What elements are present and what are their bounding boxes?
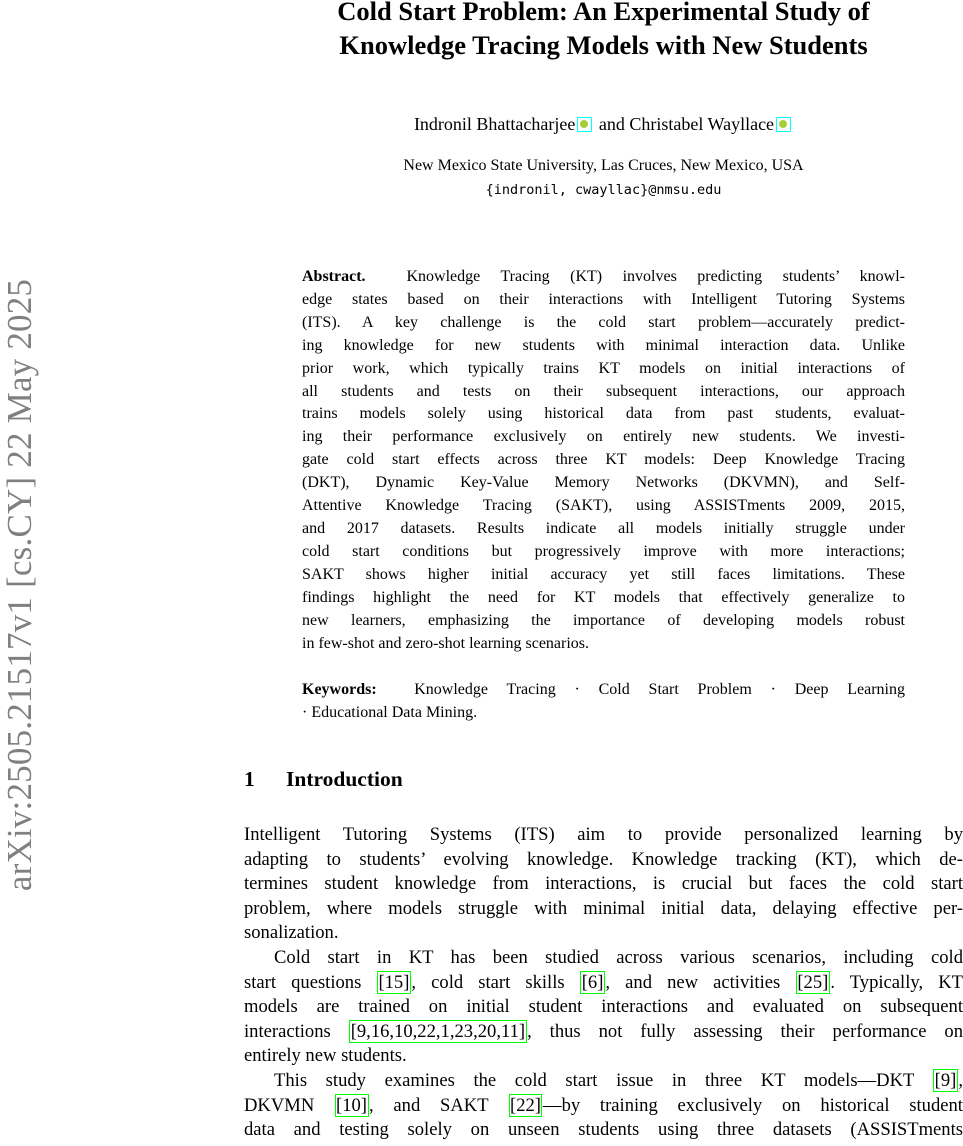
citation-link[interactable]: [6] [581, 971, 604, 993]
citation-link[interactable]: [9] [934, 1069, 957, 1091]
keywords-label: Keywords: [302, 681, 377, 698]
title-line-1: Cold Start Problem: An Experimental Study of [337, 0, 870, 26]
introduction-body [244, 823, 963, 1143]
keywords-line: Keywords: Knowledge Tracing · Cold Start Problem · Deep Learning [302, 681, 905, 698]
affiliation: New Mexico State University, Las Cruces, New Mexico, USA [403, 157, 804, 174]
body-line: data and testing solely on unseen students using three datasets (ASSISTments [244, 1119, 963, 1141]
abstract-label: Abstract. [302, 268, 366, 285]
section-title: Introduction [286, 767, 403, 791]
abstract-line: all students and tests on their subsequent interactions, our approach [302, 382, 905, 400]
abstract-line: ing their performance exclusively on entirely new students. We investi- [302, 428, 905, 446]
section-number: 1 [244, 767, 255, 791]
body-line: termines student knowledge from interactions, is crucial but faces the cold start [244, 873, 963, 895]
body-line: interactions [9,16,10,22,1,23,20,11] , thus not fully assessing their performance on [244, 1020, 963, 1042]
keywords [302, 678, 905, 724]
citation-link[interactable]: [10] [336, 1094, 367, 1116]
abstract-line: SAKT shows higher initial accuracy yet still faces limitations. These [302, 565, 905, 583]
body-line: entirely new students. [244, 1045, 407, 1067]
orcid-icon[interactable] [577, 117, 592, 132]
body-line: Intelligent Tutoring Systems (ITS) aim to provide personalized learning by [244, 824, 963, 845]
body-line: Cold start in KT has been studied across various scenarios, including cold [274, 946, 963, 968]
author-list [244, 114, 963, 135]
arxiv-sidebar [0, 210, 40, 960]
abstract-line: Attentive Knowledge Tracing (SAKT), using ASSISTments 2009, 2015, [302, 497, 905, 515]
orcid-icon[interactable] [776, 117, 791, 132]
abstract-line: trains models solely using historical data from past students, evaluat- [302, 405, 905, 423]
section-heading [244, 767, 403, 792]
abstract-line: gate cold start effects across three KT models: Deep Knowledge Tracing [302, 451, 905, 469]
citation-link[interactable]: [25] [797, 971, 829, 993]
arxiv-identifier: arXiv:2505.21517v1 [cs.CY] 22 May 2025 [0, 278, 39, 892]
abstract [302, 266, 905, 655]
author-1-name: Indronil Bhattacharjee [413, 114, 576, 134]
author-conjunction: and [598, 114, 625, 134]
abstract-line: in few-shot and zero-shot learning scenarios. [302, 634, 590, 652]
citation-link[interactable]: [15] [378, 971, 410, 993]
abstract-line: (ITS). A key challenge is the cold start problem—accurately predict- [302, 313, 905, 331]
abstract-line: and 2017 datasets. Results indicate all models initially struggle under [302, 519, 905, 537]
abstract-line: (DKT), Dynamic Key-Value Memory Networks (DKVMN), and Self- [302, 474, 905, 492]
paper-title [244, 0, 963, 62]
abstract-line: ing knowledge for new students with minimal interaction data. Unlike [302, 336, 905, 354]
body-line: problem, where models struggle with minimal initial data, delaying effective per- [244, 897, 963, 919]
keywords-line: · Educational Data Mining. [302, 704, 478, 721]
body-line: adapting to students’ evolving knowledge. Knowledge tracking (KT), which de- [244, 848, 963, 870]
abstract-line: Abstract. Knowledge Tracing (KT) involves predicting students’ knowl- [302, 268, 905, 285]
body-line: sonalization. [244, 922, 339, 944]
abstract-line: findings highlight the need for KT models that effectively generalize to [302, 588, 905, 606]
body-line: This study examines the cold start issue in three KT models—DKT [9] , [274, 1069, 963, 1091]
citation-link[interactable]: [22] [510, 1094, 541, 1116]
abstract-line: new learners, emphasizing the importance of developing models robust [302, 611, 905, 629]
body-line: models are trained on initial student interactions and evaluated on subsequent [244, 996, 963, 1018]
abstract-line: edge states based on their interactions with Intelligent Tutoring Systems [302, 290, 905, 308]
author-email: {indronil, cwayllac}@nmsu.edu [485, 182, 722, 198]
author-2-name: Christabel Wayllace [629, 114, 775, 134]
title-line-2: Knowledge Tracing Models with New Students [339, 30, 868, 60]
body-line: DKVMN [10] , and SAKT [22] —by training exclusively on historical student [244, 1094, 963, 1116]
body-line: start questions [15] , cold start skills [6] , and new activities [25] . Typically, KT [244, 971, 963, 993]
abstract-line: cold start conditions but progressively improve with more interactions; [302, 542, 905, 560]
citation-link[interactable]: [9,16,10,22,1,23,20,11] [350, 1020, 526, 1042]
abstract-line: prior work, which typically trains KT models on initial interactions of [302, 359, 905, 377]
